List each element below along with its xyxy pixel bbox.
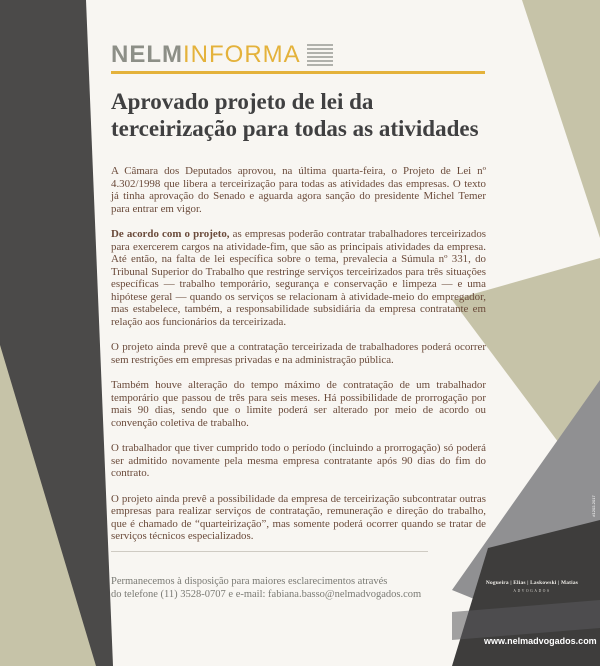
contact-info: [111, 576, 451, 601]
logo-wordmark: [111, 43, 301, 67]
paragraph-6: O projeto ainda prevê a possibilidade da empresa de terceirização subcontratar outras empresas para realizar serviços de contratação, remuneração e direção do trabalho, que é chamado de “quarteirização”, mas somente poderá ocorrer quando se tratar de serviços técnicos especializados.: [111, 492, 486, 542]
title-line-1: Aprovado projeto de lei da: [111, 89, 374, 114]
website-link[interactable]: www.nelmadvogados.com: [484, 636, 597, 646]
paragraph-5: O trabalhador que tiver cumprido todo o período (incluindo a prorrogação) só poderá ser admitido novamente pela mesma empresa contratante após 90 dias do fim do contrato.: [111, 442, 486, 479]
firm-subtitle: ADVOGADOS: [513, 589, 551, 593]
contact-line-1: Permanecemos à disposição para maiores esclarecimentos através: [111, 576, 388, 587]
edition-code: #1202-2017: [591, 495, 596, 517]
top-right-beige-band: [522, 0, 600, 238]
paragraph-4: Também houve alteração do tempo máximo de contratação de um trabalhador temporário que passou de três para seis meses. Há possibilidade de prorrogação por mais 90 dias, sendo que o limite poderá ser alterado por meio de acordo ou convenção coletiva de trabalho.: [111, 379, 486, 429]
paragraph-1: A Câmara dos Deputados aprovou, na última quarta-feira, o Projeto de Lei nº 4.302/1998 que libera a terceirização para todas as atividades das empresas. O texto já tinha aprovação do Senado e aguarda agora sanção do presidente Michel Temer para entrar em vigor.: [111, 165, 486, 215]
paragraph-3: O projeto ainda prevê que a contratação terceirizada de trabalhadores poderá ocorrer sem restrições em empresas privadas e na administração pública.: [111, 341, 486, 366]
footer-divider: [111, 551, 428, 552]
firm-partner-names: Nogueira | Elias | Laskowski | Matias: [485, 580, 579, 586]
title-line-2: terceirização para todas as atividades: [111, 116, 479, 141]
header-divider: [111, 71, 485, 74]
logo-lines-icon: [307, 44, 333, 66]
article-title: [111, 88, 491, 142]
paragraph-2-text: as empresas poderão contratar trabalhadores terceirizados para exercerem cargos na atividade-fim, que são as principais atividades da empresa. Até então, na falta de lei específica sobre o tema, prevalecia a Súmula nº 331, do Tribunal Superior do Trabalho que restringe serviços terceirizados para três situações específicas — trabalho temporário, segurança e conservação e limpeza — e uma hipótese geral — quando os serviços se relacionam à atividade-meio do empregador, mas estabelece, também, a responsabilidade subsidiária da empresa contratante em relação aos funcionários da terceirizada.: [111, 228, 486, 328]
logo-part-nelm: NELM: [111, 41, 183, 68]
contact-line-2: do telefone (11) 3528-0707 e e-mail: fabiana.basso@nelmadvogados.com: [111, 588, 422, 600]
article-body: [111, 165, 486, 556]
paragraph-2: [111, 228, 486, 328]
paragraph-2-lead: De acordo com o projeto,: [111, 228, 230, 240]
logo-part-informa: INFORMA: [183, 41, 301, 68]
firm-logo: [468, 580, 596, 593]
newsletter-logo: [111, 40, 333, 70]
